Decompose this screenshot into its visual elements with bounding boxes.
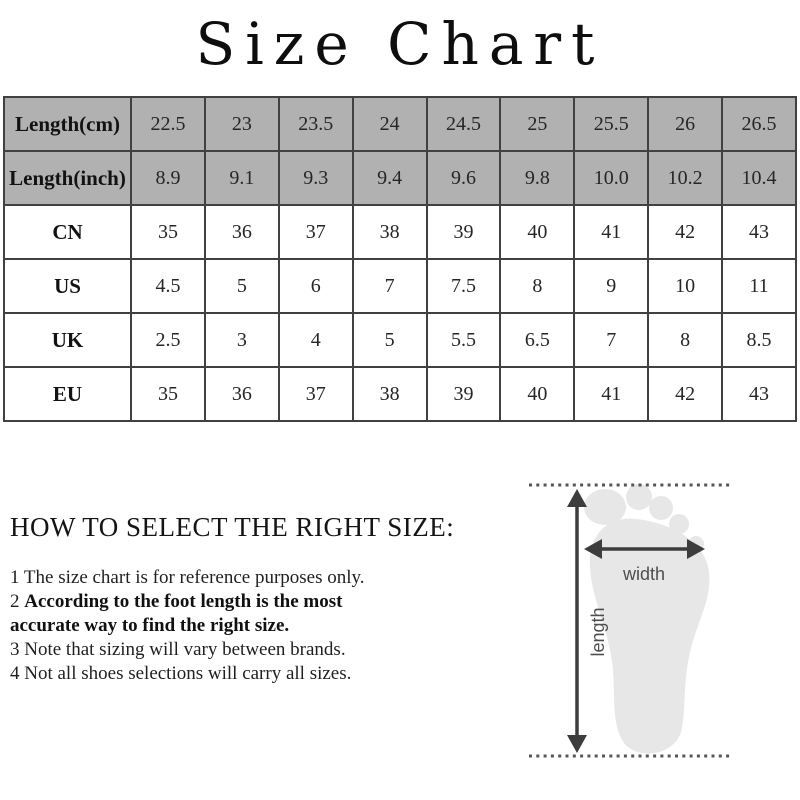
foot-measurement-diagram [520,470,735,762]
size-cell: 43 [722,205,796,259]
size-cell: 35 [131,367,205,421]
size-cell: 4.5 [131,259,205,313]
size-cell: 9.8 [500,151,574,205]
size-cell: 8 [500,259,574,313]
size-cell: 42 [648,367,722,421]
tip-text: Note that sizing will vary between brands. [24,639,346,660]
size-cell: 36 [205,205,279,259]
table-row [4,205,796,259]
size-cell: 8.5 [722,313,796,367]
size-cell: 25.5 [574,97,648,151]
table-row [4,259,796,313]
size-cell: 9.3 [279,151,353,205]
size-cell: 3 [205,313,279,367]
tip-number: 1 [10,567,20,588]
size-cell: 25 [500,97,574,151]
tip-line [10,590,490,614]
size-cell: 6.5 [500,313,574,367]
size-cell: 10 [648,259,722,313]
size-cell: 8 [648,313,722,367]
size-cell: 35 [131,205,205,259]
tip-number: 3 [10,639,20,660]
guide-heading: HOW TO SELECT THE RIGHT SIZE: [10,512,455,542]
size-cell: 5 [353,313,427,367]
size-chart-table [3,96,797,422]
tip-number: 2 [10,591,20,612]
tip-line [10,614,490,638]
size-cell: 9.1 [205,151,279,205]
page-title: Size Chart [195,10,605,78]
tip-text: accurate way to find the right size. [10,615,290,636]
size-cell: 5 [205,259,279,313]
tip-line [10,662,490,686]
size-cell: 38 [353,205,427,259]
tip-line [10,566,490,590]
size-cell: 26.5 [722,97,796,151]
size-cell: 8.9 [131,151,205,205]
table-row [4,367,796,421]
size-cell: 7 [574,313,648,367]
size-cell: 42 [648,205,722,259]
size-cell: 41 [574,205,648,259]
length-arrow-icon [567,489,587,753]
size-cell: 5.5 [427,313,501,367]
tip-line [10,638,490,662]
row-header: Length(cm) [4,97,131,151]
size-cell: 9.4 [353,151,427,205]
size-cell: 41 [574,367,648,421]
size-cell: 38 [353,367,427,421]
size-cell: 4 [279,313,353,367]
size-cell: 39 [427,205,501,259]
table-row [4,313,796,367]
size-cell: 24.5 [427,97,501,151]
size-cell: 22.5 [131,97,205,151]
row-header: Length(inch) [4,151,131,205]
tip-text: Not all shoes selections will carry all sizes. [24,663,352,684]
size-cell: 11 [722,259,796,313]
size-cell: 39 [427,367,501,421]
width-label: width [622,564,666,584]
size-cell: 10.0 [574,151,648,205]
size-cell: 40 [500,205,574,259]
row-header: EU [4,367,131,421]
size-cell: 36 [205,367,279,421]
table-row [4,97,796,151]
size-cell: 2.5 [131,313,205,367]
row-header: US [4,259,131,313]
size-cell: 9 [574,259,648,313]
size-cell: 23.5 [279,97,353,151]
size-cell: 10.2 [648,151,722,205]
size-cell: 7.5 [427,259,501,313]
tip-text: According to the foot length is the most [24,591,343,612]
size-cell: 40 [500,367,574,421]
size-cell: 26 [648,97,722,151]
size-cell: 7 [353,259,427,313]
size-cell: 43 [722,367,796,421]
size-cell: 37 [279,367,353,421]
tips-list [10,566,490,686]
size-cell: 10.4 [722,151,796,205]
length-label: length [588,607,608,657]
size-cell: 9.6 [427,151,501,205]
tip-number: 4 [10,663,20,684]
row-header: UK [4,313,131,367]
size-cell: 6 [279,259,353,313]
size-cell: 24 [353,97,427,151]
row-header: CN [4,205,131,259]
size-cell: 23 [205,97,279,151]
tip-text: The size chart is for reference purposes only. [23,567,365,588]
size-cell: 37 [279,205,353,259]
table-row [4,151,796,205]
